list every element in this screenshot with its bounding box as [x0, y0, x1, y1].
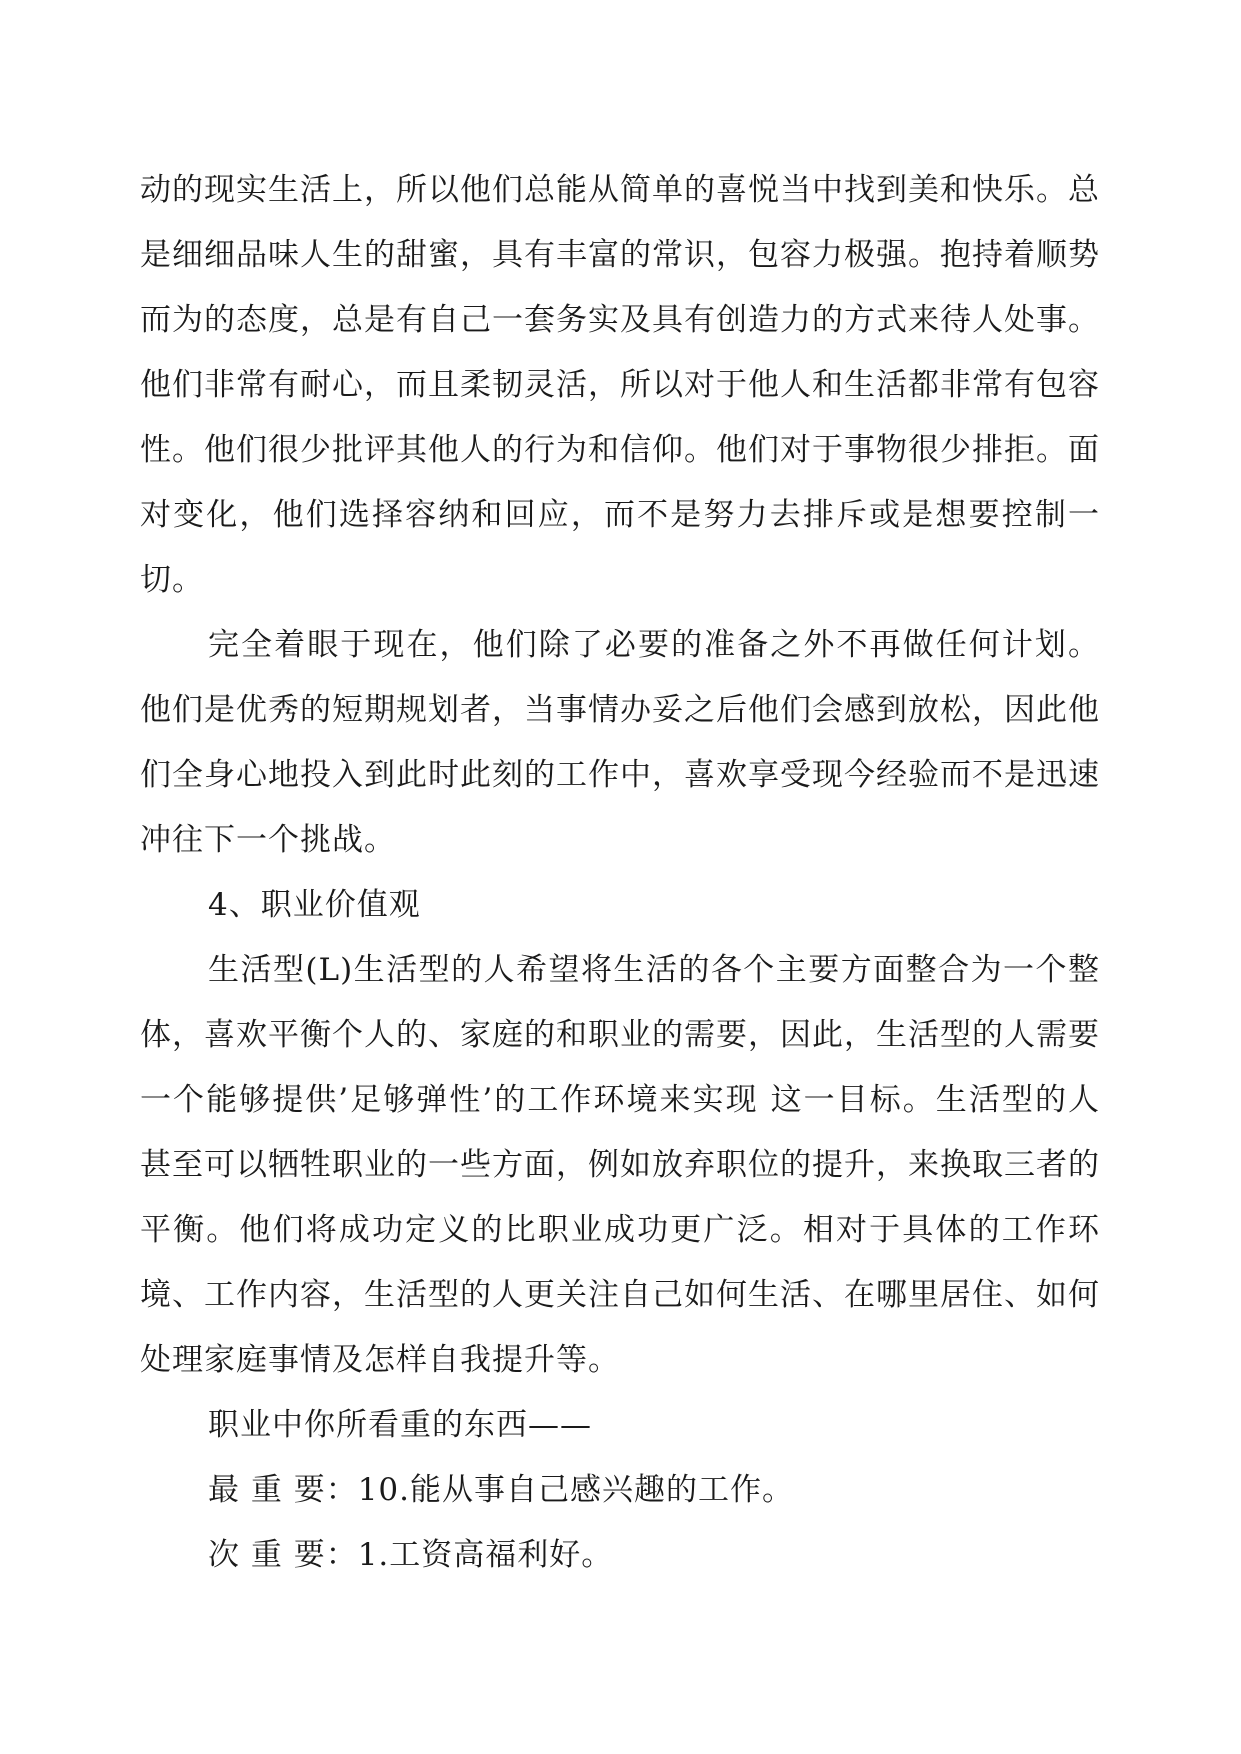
- section-heading-career-values: 4、职业价值观: [208, 887, 421, 923]
- paragraph-lifestyle-type: 生活型(L)生活型的人希望将生活的各个主要方面整合为一个整体，喜欢平衡个人的、家庭的和职业的需要，因此，生活型的人需要一个能够提供’足够弹性’的工作环境来实现 这一目标。生活型的人甚至可以牺牲职业的一些方面，例如放弃职位的提升，来换取三者的平衡。他们将成功定义的比职业成功更广泛。相对于具体的工作环境、工作内容，生活型的人更关注自己如何生活、在哪里居住、如何处理家庭事情及怎样自我提升等。: [140, 952, 1100, 1378]
- document-body: [140, 158, 1100, 1588]
- priority-second-important: 次 重 要：1.工资高福利好。: [208, 1537, 614, 1573]
- career-priorities-intro: 职业中你所看重的东西——: [208, 1407, 592, 1443]
- priority-most-important: 最 重 要：10.能从事自己感兴趣的工作。: [208, 1472, 795, 1508]
- paragraph-present-focus: 完全着眼于现在，他们除了必要的准备之外不再做任何计划。他们是优秀的短期规划者，当事情办妥之后他们会感到放松，因此他们全身心地投入到此时此刻的工作中，喜欢享受现今经验而不是迅速冲往下一个挑战。: [140, 627, 1100, 858]
- paragraph-continuation: 动的现实生活上，所以他们总能从简单的喜悦当中找到美和快乐。总是细细品味人生的甜蜜，具有丰富的常识，包容力极强。抱持着顺势而为的态度，总是有自己一套务实及具有创造力的方式来待人处事。他们非常有耐心，而且柔韧灵活，所以对于他人和生活都非常有包容性。他们很少批评其他人的行为和信仰。他们对于事物很少排拒。面对变化，他们选择容纳和回应，而不是努力去排斥或是想要控制一切。: [140, 172, 1100, 598]
